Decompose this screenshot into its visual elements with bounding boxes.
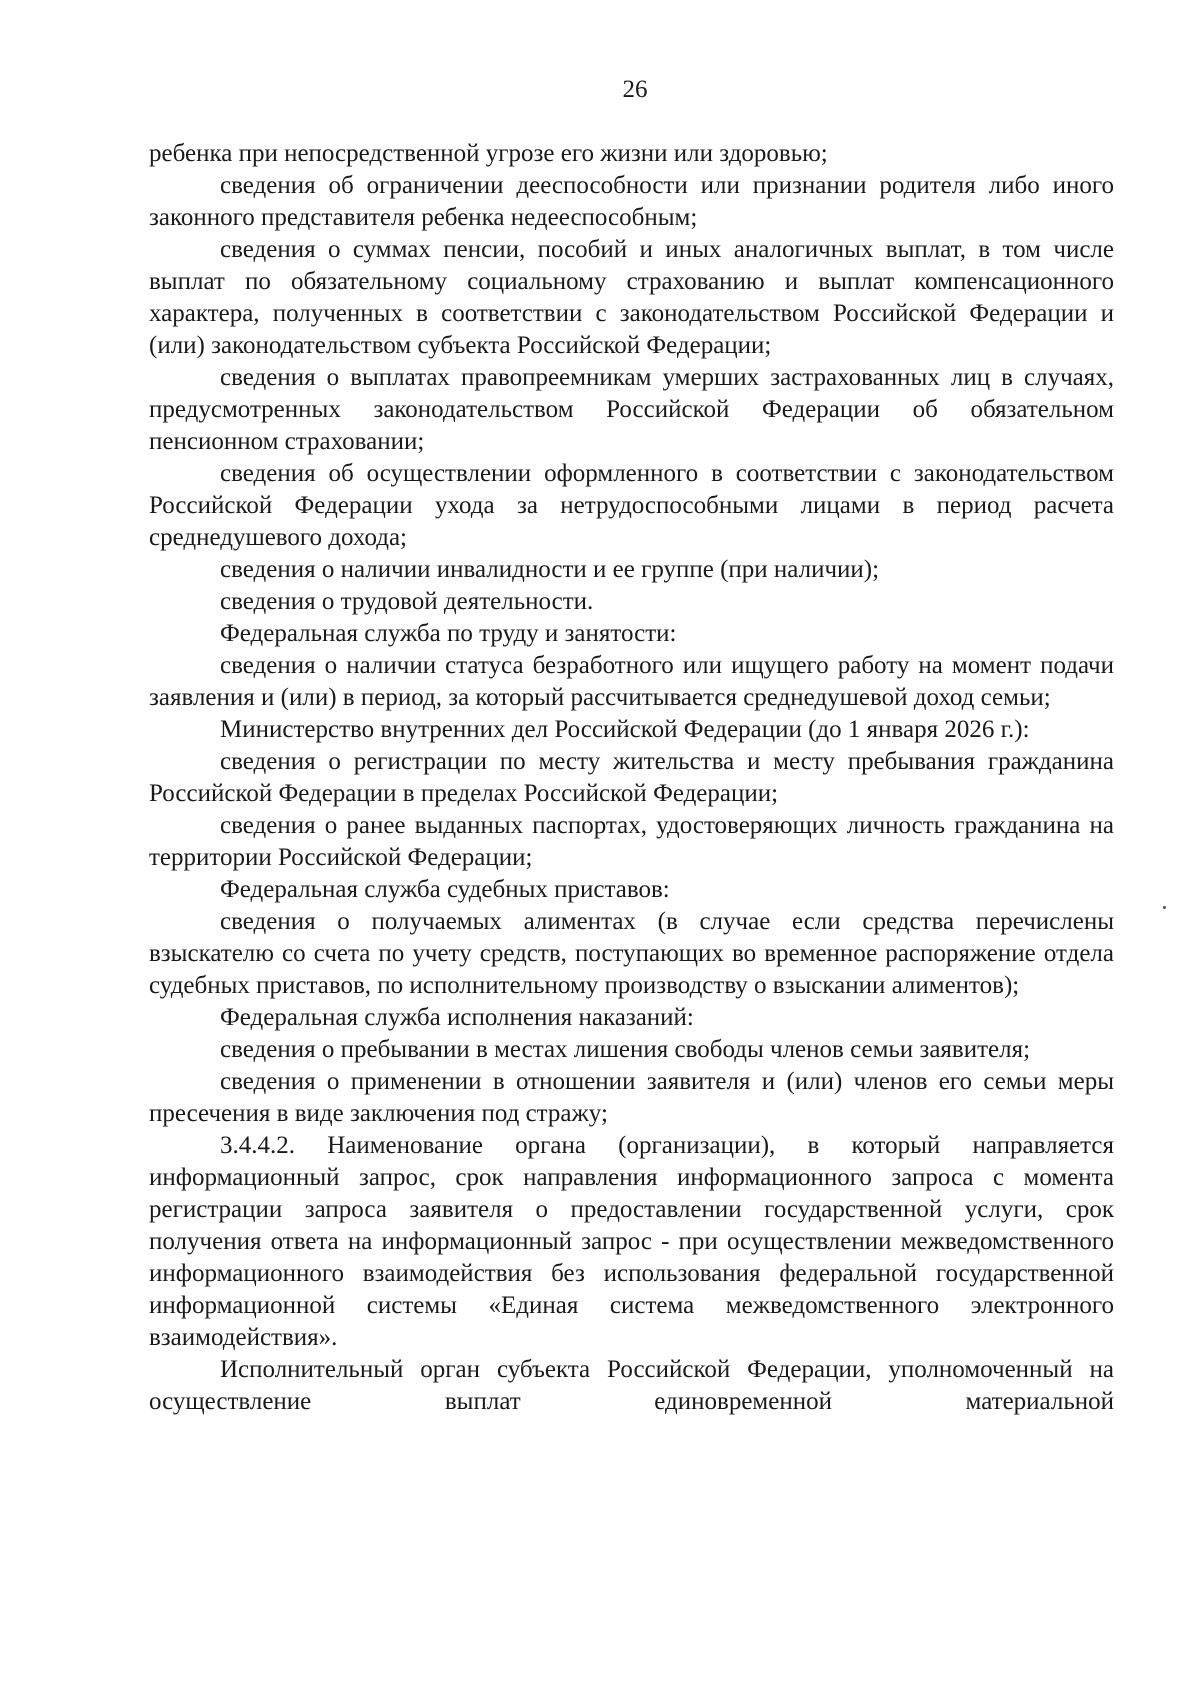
paragraph: ребенка при непосредственной угрозе его жизни или здоровью; <box>149 140 828 167</box>
scan-speck <box>1163 906 1166 909</box>
paragraph: сведения об осуществлении оформленного в соответствии с законодательством Российской Федерации ухода за нетрудоспособными лицами в период расчета среднедушевого дохода; <box>149 460 1114 551</box>
paragraph: сведения о выплатах правопреемникам умерших застрахованных лиц в случаях, предусмотренных законодательством Российской Федерации об обязательном пенсионном страховании; <box>149 364 1114 455</box>
paragraph: 3.4.4.2. Наименование органа (организации), в который направляется информационный запрос, срок направления информационного запроса с момента регистрации запроса заявителя о предоставлении государственной услуги, срок получения ответа на информационный запрос - при осуществлении межведомственного информационного взаимодействия без использования федеральной государственной информационной системы «Единая система межведомственного электронного взаимодействия». <box>149 1132 1114 1351</box>
paragraph: Министерство внутренних дел Российской Федерации (до 1 января 2026 г.): <box>220 716 1030 743</box>
paragraph: сведения о ранее выданных паспортах, удостоверяющих личность гражданина на территории Российской Федерации; <box>149 812 1114 871</box>
paragraph-continued: Исполнительный орган субъекта Российской Федерации, уполномоченный на осуществление выплат единовременной материальной <box>149 1356 1114 1415</box>
paragraph: сведения о трудовой деятельности. <box>220 588 594 615</box>
paragraph: сведения о наличии инвалидности и ее группе (при наличии); <box>220 556 880 583</box>
paragraph: Федеральная служба по труду и занятости: <box>220 620 677 647</box>
page-number: 26 <box>622 76 648 103</box>
paragraph: сведения о применении в отношении заявителя и (или) членов его семьи меры пресечения в виде заключения под стражу; <box>149 1068 1114 1127</box>
paragraph: сведения о наличии статуса безработного или ищущего работу на момент подачи заявления и (или) в период, за который рассчитывается среднедушевой доход семьи; <box>149 652 1114 711</box>
paragraph: Федеральная служба исполнения наказаний: <box>220 1004 694 1031</box>
paragraph: сведения об ограничении дееспособности или признании родителя либо иного законного представителя ребенка недееспособным; <box>149 172 1114 231</box>
paragraph: сведения о пребывании в местах лишения свободы членов семьи заявителя; <box>220 1036 1031 1063</box>
document-body <box>149 138 1114 1418</box>
paragraph: сведения о регистрации по месту жительства и месту пребывания гражданина Российской Федерации в пределах Российской Федерации; <box>149 748 1114 807</box>
paragraph: Федеральная служба судебных приставов: <box>220 876 670 903</box>
paragraph: сведения о суммах пенсии, пособий и иных аналогичных выплат, в том числе выплат по обязательному социальному страхованию и выплат компенсационного характера, полученных в соответствии с законодательством Российской Федерации и (или) законодательством субъекта Российской Федерации; <box>149 236 1114 359</box>
paragraph: сведения о получаемых алиментах (в случае если средства перечислены взыскателю со счета по учету средств, поступающих во временное распоряжение отдела судебных приставов, по исполнительному производству о взыскании алиментов); <box>149 908 1114 999</box>
